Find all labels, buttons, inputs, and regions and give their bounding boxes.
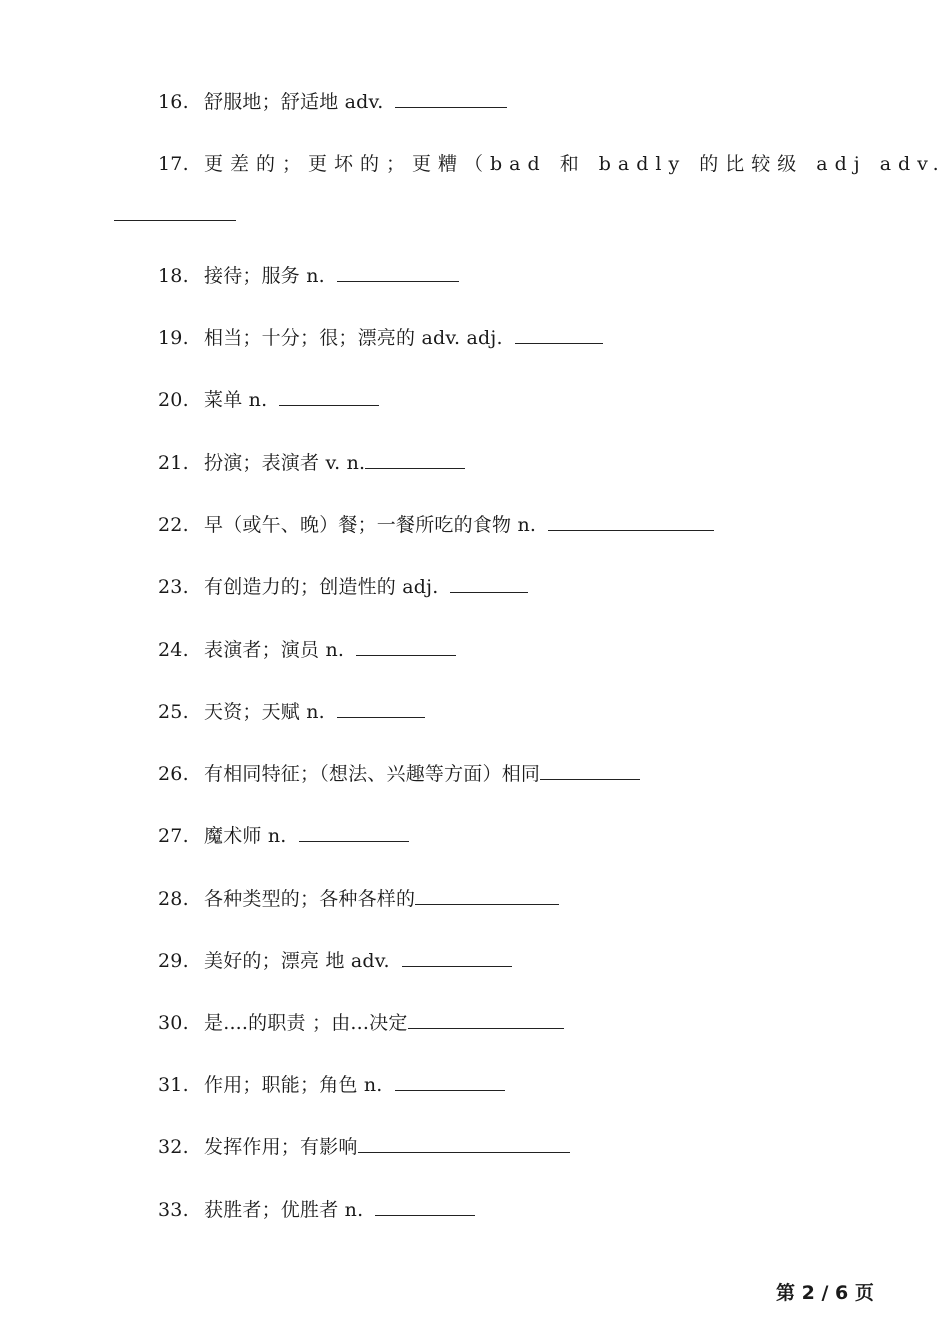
item-text: 有相同特征；（想法、兴趣等方面）相同 <box>204 763 541 785</box>
item-text: 天资；天赋 n. <box>204 701 325 723</box>
item-number: 25. <box>158 701 189 723</box>
answer-blank[interactable] <box>515 325 603 344</box>
item-text: 美好的；漂亮 地 adv. <box>204 950 390 972</box>
question-20 <box>158 387 379 413</box>
item-text: 有创造力的；创造性的 adj. <box>204 576 439 598</box>
item-number: 31. <box>158 1074 189 1096</box>
question-25 <box>158 699 425 725</box>
answer-blank[interactable] <box>375 1197 475 1216</box>
question-26 <box>158 761 640 787</box>
question-19 <box>158 325 603 351</box>
answer-blank[interactable] <box>450 574 528 593</box>
answer-blank[interactable] <box>540 761 640 780</box>
question-18 <box>158 263 459 289</box>
item-text: 发挥作用；有影响 <box>204 1136 358 1158</box>
item-text: 是....的职责 ；由...决定 <box>204 1012 408 1034</box>
answer-blank[interactable] <box>415 886 559 905</box>
answer-blank[interactable] <box>279 387 379 406</box>
item-number: 27. <box>158 825 189 847</box>
item-number: 24. <box>158 639 189 661</box>
item-text: 菜单 n. <box>204 389 268 411</box>
question-22 <box>158 512 714 538</box>
item-number: 33. <box>158 1199 189 1221</box>
answer-blank[interactable] <box>299 823 409 842</box>
question-28 <box>158 886 559 912</box>
item-number: 29. <box>158 950 189 972</box>
answer-blank[interactable] <box>395 89 507 108</box>
item-text: 扮演；表演者 v. n. <box>204 452 366 474</box>
item-number: 28. <box>158 888 189 910</box>
question-30 <box>158 1010 564 1036</box>
question-23 <box>158 574 528 600</box>
item-number: 19. <box>158 327 189 349</box>
item-number: 16. <box>158 91 189 113</box>
item-number: 17. <box>158 153 189 175</box>
item-number: 20. <box>158 389 189 411</box>
answer-blank[interactable] <box>365 450 465 469</box>
question-24 <box>158 637 456 663</box>
question-32 <box>158 1134 570 1160</box>
answer-blank[interactable] <box>395 1072 505 1091</box>
item-text: 表演者；演员 n. <box>204 639 345 661</box>
answer-blank[interactable] <box>548 512 714 531</box>
item-text: 作用；职能；角色 n. <box>204 1074 383 1096</box>
item-number: 26. <box>158 763 189 785</box>
question-21 <box>158 450 465 476</box>
item-number: 22. <box>158 514 189 536</box>
item-number: 30. <box>158 1012 189 1034</box>
item-number: 32. <box>158 1136 189 1158</box>
answer-blank[interactable] <box>358 1134 570 1153</box>
answer-blank[interactable] <box>408 1010 564 1029</box>
question-33 <box>158 1197 475 1223</box>
item-number: 23. <box>158 576 189 598</box>
question-17 <box>158 151 946 177</box>
item-text: 相当；十分；很；漂亮的 adv. adj. <box>204 327 503 349</box>
answer-blank[interactable] <box>356 637 456 656</box>
question-29 <box>158 948 512 974</box>
answer-blank[interactable] <box>402 948 512 967</box>
item-text: 获胜者；优胜者 n. <box>204 1199 364 1221</box>
question-27 <box>158 823 409 849</box>
item-number: 21. <box>158 452 189 474</box>
answer-blank[interactable] <box>114 220 236 221</box>
answer-blank[interactable] <box>337 699 425 718</box>
question-16 <box>158 89 507 115</box>
item-text: 接待；服务 n. <box>204 265 325 287</box>
item-number: 18. <box>158 265 189 287</box>
answer-blank[interactable] <box>337 263 459 282</box>
item-text: 舒服地；舒适地 adv. <box>204 91 384 113</box>
item-text: 各种类型的；各种各样的 <box>204 888 416 910</box>
item-text: 魔术师 n. <box>204 825 287 847</box>
item-text: 更差的；更坏的；更糟（bad 和 badly 的比较级 adj adv. <box>204 153 946 175</box>
item-text: 早（或午、晚）餐；一餐所吃的食物 n. <box>204 514 537 536</box>
question-31 <box>158 1072 505 1098</box>
page-number: 第 2 / 6 页 <box>776 1282 874 1304</box>
